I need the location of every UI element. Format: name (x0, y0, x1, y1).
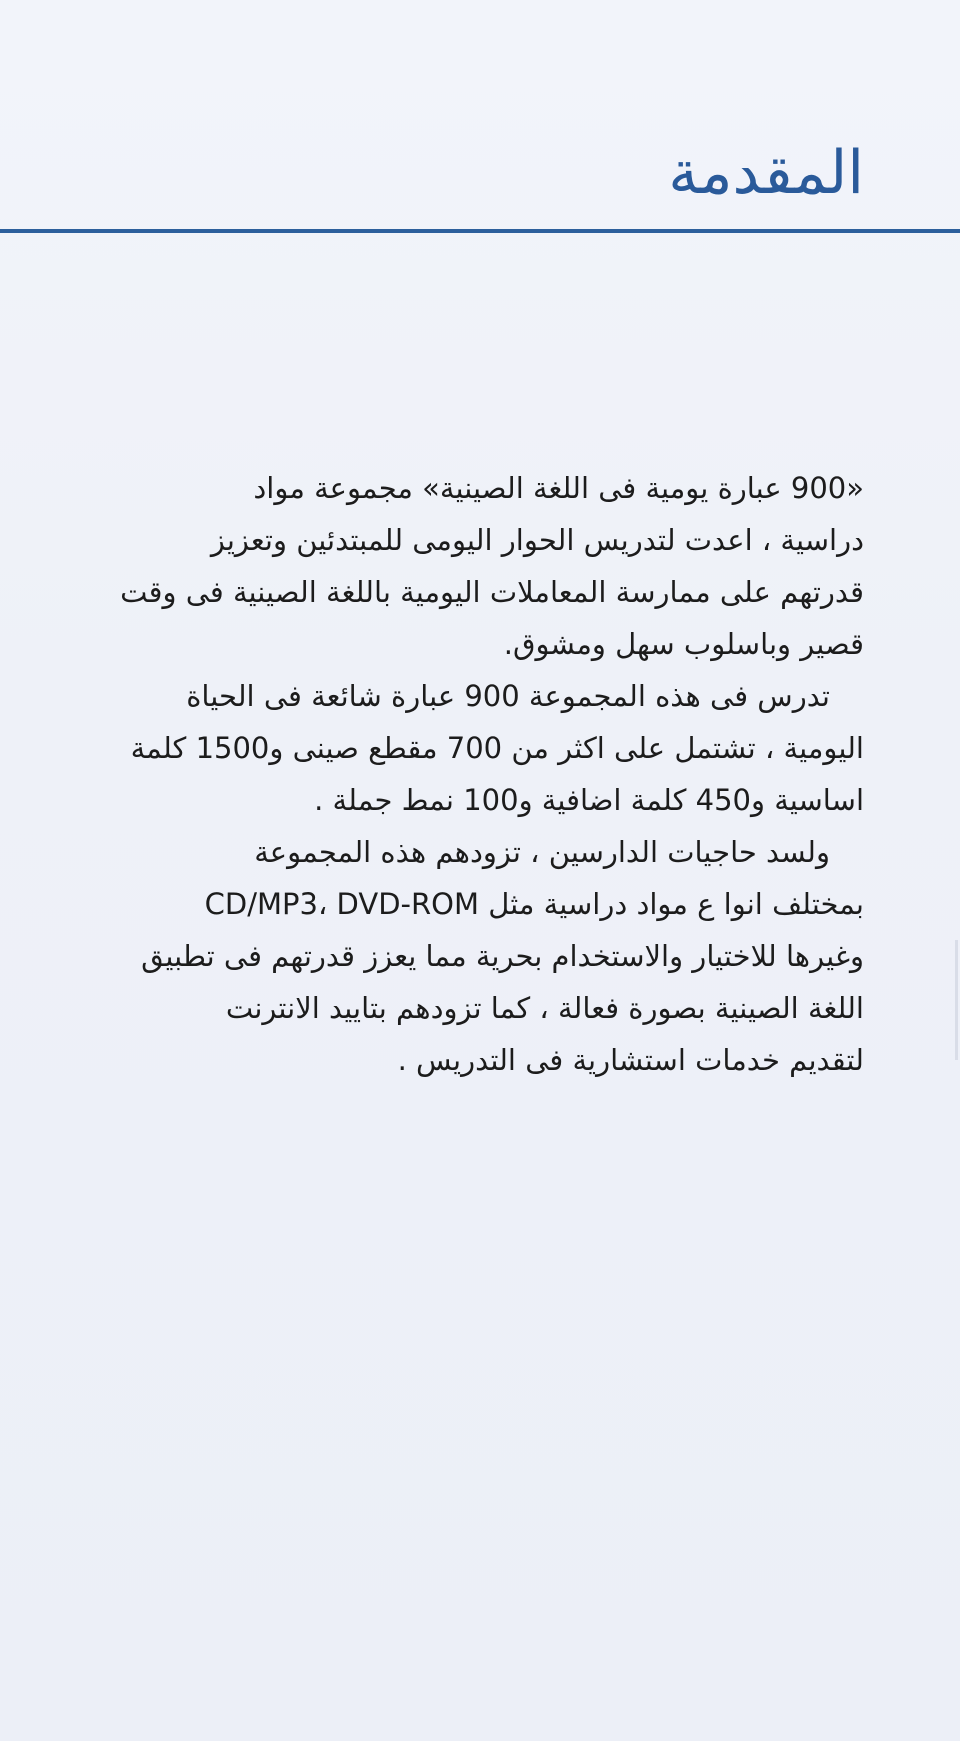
paragraph-2: تدرس فى هذه المجموعة 900 عبارة شائعة فى الحياة اليومية ، تشتمل على اكثر من 700 مقطع صينى و1500 كلمة اساسية و450 كلمة اضافية و100 نمط جملة . (130, 679, 864, 817)
title-divider (0, 229, 960, 233)
introduction-body (120, 462, 864, 1086)
page-title: المقدمة (668, 138, 864, 208)
paragraph-3: ولسد حاجيات الدارسين ، تزودهم هذه المجموعة بمختلف انوا ع مواد دراسية مثل CD/MP3، DVD-ROM وغيرها للاختيار والاستخدام بحرية مما يعزز قدرتهم فى تطبيق اللغة الصينية بصورة فعالة ، كما تزودهم بتاييد الانترنت لتقديم خدمات استشارية فى التدريس . (141, 835, 864, 1077)
scan-edge-mark (955, 940, 958, 1060)
paragraph-1: «900 عبارة يومية فى اللغة الصينية» مجموعة مواد دراسية ، اعدت لتدريس الحوار اليومى للمبتدئين وتعزيز قدرتهم على ممارسة المعاملات اليومية باللغة الصينية فى وقت قصير وباسلوب سهل ومشوق. (120, 471, 864, 661)
